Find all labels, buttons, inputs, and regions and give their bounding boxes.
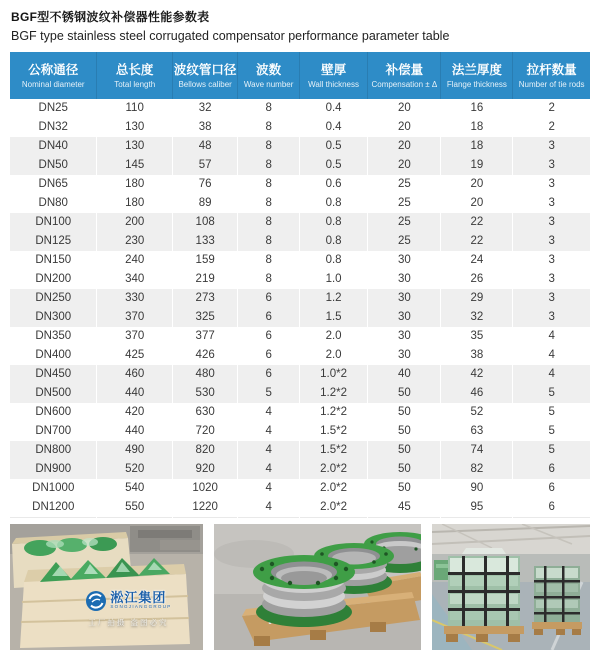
table-row [10,422,590,441]
table-row [10,118,590,137]
table-cell: 5 [513,422,590,441]
table-cell: 480 [172,365,238,384]
photo-crates [10,524,203,650]
table-cell: DN80 [38,197,68,209]
table-cell: 440 [97,384,172,403]
table-cell: 25 [368,194,441,213]
watermark-brand-en: SONGJIANGGROUP [110,604,172,610]
table-cell: 1.5*2 [299,441,367,460]
table-cell: 35 [441,327,513,346]
table-cell: DN25 [38,102,68,114]
table-cell: 24 [441,251,513,270]
table-cell: 130 [97,137,172,156]
col-header-zh: 波纹管口径 [173,62,237,77]
watermark-caption: 工厂拍摄 盗图必究 [88,617,169,627]
table-cell: 8 [238,137,299,156]
table-cell: 3 [513,308,590,327]
table-cell: 460 [97,365,172,384]
table-cell: DN65 [38,178,68,190]
table-cell: 0.6 [299,175,367,194]
table-cell: 0.8 [299,232,367,251]
table-cell: 145 [97,156,172,175]
table-cell: 30 [368,327,441,346]
table-cell: DN40 [38,140,68,152]
table-cell: 630 [172,403,238,422]
table-cell: 26 [441,270,513,289]
table-cell: 30 [368,346,441,365]
table-row [10,308,590,327]
table-cell: 25 [368,175,441,194]
table-cell: 1220 [172,498,238,518]
table-cell: 48 [172,137,238,156]
table-cell: 8 [238,99,299,118]
table-cell: 8 [238,232,299,251]
table-cell: DN125 [35,235,72,247]
table-cell: 22 [441,232,513,251]
table-cell: 8 [238,118,299,137]
photo-crates-illustration [10,524,203,650]
col-header-en: Number of tie rods [518,79,585,89]
table-cell: 2.0 [299,346,367,365]
table-cell: 2 [513,99,590,118]
table-cell: 0.8 [299,213,367,232]
table-cell: 180 [97,175,172,194]
table-cell: 8 [238,251,299,270]
table-cell: 540 [97,479,172,498]
col-header-wall-thickness [299,52,367,99]
table-cell: 5 [513,403,590,422]
photo-compensators [214,524,422,650]
table-cell: DN900 [35,463,72,475]
table-cell: 20 [368,156,441,175]
table-row [10,460,590,479]
col-header-en: Flange thickness [446,79,507,89]
table-cell: 0.5 [299,137,367,156]
table-cell: 25 [368,232,441,251]
table-cell: 340 [97,270,172,289]
table-cell: 38 [172,118,238,137]
table-cell: 0.4 [299,99,367,118]
table-cell: DN100 [35,216,72,228]
col-header-wave-number [238,52,299,99]
table-cell: 180 [97,194,172,213]
table-cell: 29 [441,289,513,308]
table-cell: 2.0 [299,327,367,346]
photo-pallets [432,524,590,650]
table-cell: 6 [238,327,299,346]
table-cell: 25 [368,213,441,232]
table-cell: 130 [97,118,172,137]
table-cell: 3 [513,251,590,270]
table-cell: 6 [238,365,299,384]
col-header-zh: 壁厚 [321,62,347,77]
table-cell: 8 [238,270,299,289]
parameters-table [10,52,590,518]
table-row [10,498,590,518]
table-cell: 3 [513,175,590,194]
table-cell: DN32 [38,121,68,133]
table-cell: 4 [513,327,590,346]
col-header-en: Wall thickness [308,79,359,89]
page-title-zh: BGF型不锈钢波纹补偿器性能参数表 [11,10,210,24]
table-cell: 82 [441,460,513,479]
col-header-zh: 补偿量 [385,62,424,77]
table-cell: 20 [368,137,441,156]
table-cell: 370 [97,327,172,346]
table-cell: 20 [368,99,441,118]
table-cell: 520 [97,460,172,479]
table-cell: 46 [441,384,513,403]
table-row [10,327,590,346]
table-cell: 74 [441,441,513,460]
table-cell: 4 [513,365,590,384]
table-cell: 3 [513,213,590,232]
table-cell: 4 [238,403,299,422]
table-row [10,479,590,498]
table-cell: 3 [513,289,590,308]
table-cell: 1.2*2 [299,384,367,403]
table-cell: 2 [513,118,590,137]
table-row [10,251,590,270]
table-cell: 377 [172,327,238,346]
table-cell: 95 [441,498,513,518]
table-cell: 52 [441,403,513,422]
table-cell: 30 [368,289,441,308]
table-cell: 50 [368,422,441,441]
table-cell: 5 [513,384,590,403]
table-cell: 1.0 [299,270,367,289]
table-cell: 20 [441,175,513,194]
table-cell: 76 [172,175,238,194]
col-header-tie-rods [513,52,590,99]
table-cell: 4 [238,422,299,441]
table-cell: 3 [513,194,590,213]
table-cell: 6 [238,346,299,365]
table-cell: 230 [97,232,172,251]
table-cell: 8 [238,175,299,194]
table-cell: 2.0*2 [299,479,367,498]
table-cell: 2.0*2 [299,498,367,518]
table-cell: 530 [172,384,238,403]
table-cell: 42 [441,365,513,384]
table-cell: 820 [172,441,238,460]
table-cell: 1.2*2 [299,403,367,422]
table-cell: 490 [97,441,172,460]
table-cell: DN800 [35,444,72,456]
table-cell: 3 [513,156,590,175]
table-cell: 425 [97,346,172,365]
table-cell: 920 [172,460,238,479]
table-cell: 1.5 [299,308,367,327]
col-header-zh: 波数 [256,62,282,77]
table-row [10,365,590,384]
table-cell: 0.5 [299,156,367,175]
col-header-zh: 法兰厚度 [451,62,502,77]
table-cell: 550 [97,498,172,518]
col-header-en: Bellows caliber [178,79,232,89]
table-cell: DN400 [35,349,72,361]
col-header-en: Total length [114,79,156,89]
table-cell: 63 [441,422,513,441]
table-cell: 18 [441,137,513,156]
table-cell: 1.0*2 [299,365,367,384]
table-row [10,270,590,289]
table-cell: 440 [97,422,172,441]
table-row [10,194,590,213]
table-cell: 159 [172,251,238,270]
table-cell: 6 [238,289,299,308]
table-cell: 370 [97,308,172,327]
table-cell: 30 [368,308,441,327]
table-cell: 22 [441,213,513,232]
table-cell: 30 [368,251,441,270]
table-cell: 426 [172,346,238,365]
watermark-brand-zh: 淞江集团 [110,590,167,606]
table-cell: 50 [368,460,441,479]
table-cell: 325 [172,308,238,327]
col-header-zh: 拉杆数量 [526,62,577,77]
table-cell: 90 [441,479,513,498]
table-cell: 8 [238,213,299,232]
photo-pallets-illustration [432,524,590,650]
col-header-nominal-diameter [10,52,97,99]
table-cell: 6 [513,498,590,518]
table-cell: 30 [368,270,441,289]
table-cell: 40 [368,365,441,384]
table-cell: 3 [513,137,590,156]
table-cell: DN700 [35,425,72,437]
table-cell: DN200 [35,273,72,285]
table-cell: 1.2 [299,289,367,308]
table-cell: 57 [172,156,238,175]
table-cell: 0.8 [299,194,367,213]
table-row [10,99,590,118]
table-cell: DN50 [38,159,68,171]
table-cell: 6 [513,479,590,498]
table-cell: DN350 [35,330,72,342]
table-cell: 4 [238,460,299,479]
table-cell: 18 [441,118,513,137]
table-row [10,403,590,422]
table-cell: 108 [172,213,238,232]
table-cell: 2.0*2 [299,460,367,479]
table-cell: 133 [172,232,238,251]
table-row [10,346,590,365]
table-cell: 110 [97,99,172,118]
table-cell: DN600 [35,406,72,418]
table-cell: DN500 [35,387,72,399]
table-cell: 0.4 [299,118,367,137]
table-cell: 16 [441,99,513,118]
table-cell: 38 [441,346,513,365]
table-cell: 3 [513,270,590,289]
table-cell: 20 [441,194,513,213]
table-row [10,175,590,194]
col-header-zh: 总长度 [115,62,154,77]
table-cell: 273 [172,289,238,308]
table-row [10,289,590,308]
table-row [10,232,590,251]
table-cell: 720 [172,422,238,441]
table-cell: 50 [368,479,441,498]
table-row [10,137,590,156]
table-cell: DN150 [35,254,72,266]
table-cell: 330 [97,289,172,308]
table-cell: 4 [238,498,299,518]
table-cell: DN250 [35,292,72,304]
table-cell: 5 [238,384,299,403]
photo-compensators-illustration [214,524,422,650]
table-cell: 50 [368,403,441,422]
table-cell: DN450 [35,368,72,380]
col-header-en: Nominal diameter [21,79,85,89]
table-cell: 240 [97,251,172,270]
table-cell: 4 [238,479,299,498]
col-header-bellows-caliber [172,52,238,99]
table-cell: 4 [238,441,299,460]
table-cell: 19 [441,156,513,175]
product-photos [10,524,590,650]
table-cell: 50 [368,384,441,403]
table-cell: 32 [172,99,238,118]
col-header-total-length [97,52,172,99]
table-cell: 420 [97,403,172,422]
table-cell: 50 [368,441,441,460]
col-header-compensation [368,52,441,99]
col-header-flange-thickness [441,52,513,99]
col-header-en: Wave number [243,79,294,89]
table-cell: 20 [368,118,441,137]
table-cell: 1.5*2 [299,422,367,441]
col-header-en: Compensation ± Δ [371,79,438,89]
table-row [10,384,590,403]
table-cell: 6 [238,308,299,327]
table-row [10,156,590,175]
table-row [10,213,590,232]
table-row [10,441,590,460]
table-cell: 8 [238,194,299,213]
table-cell: 5 [513,441,590,460]
title-block [0,0,600,43]
table-cell: 0.8 [299,251,367,270]
table-cell: 1020 [172,479,238,498]
table-cell: DN1000 [32,482,75,494]
table-header-row [10,52,590,99]
table-cell: 32 [441,308,513,327]
col-header-zh: 公称通径 [28,62,79,77]
table-cell: 45 [368,498,441,518]
table-cell: 200 [97,213,172,232]
table-cell: 89 [172,194,238,213]
table-cell: DN1200 [32,501,75,513]
table-cell: 4 [513,346,590,365]
table-cell: 219 [172,270,238,289]
page-title-en: BGF type stainless steel corrugated compensator performance parameter table [11,29,450,43]
table-cell: 6 [513,460,590,479]
table-cell: 3 [513,232,590,251]
table-cell: DN300 [35,311,72,323]
table-cell: 8 [238,156,299,175]
